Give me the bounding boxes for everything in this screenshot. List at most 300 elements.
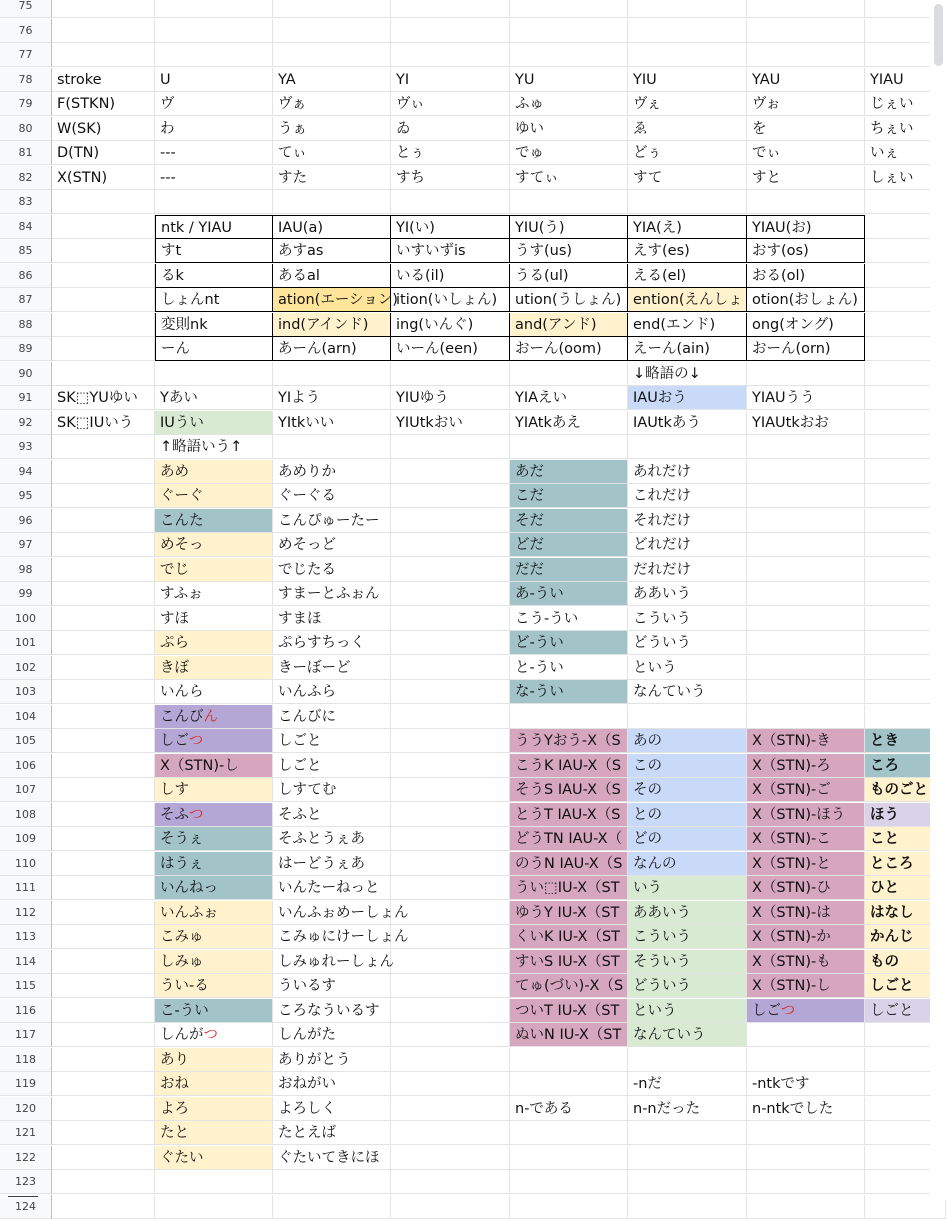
vertical-scrollbar[interactable] — [930, 0, 946, 1200]
sheet-cell[interactable] — [155, 974, 273, 998]
sheet-cell[interactable] — [391, 852, 510, 876]
sheet-cell[interactable] — [628, 411, 747, 435]
sheet-cell[interactable] — [391, 68, 510, 92]
sheet-cell[interactable] — [52, 729, 155, 753]
row-header[interactable]: 80 — [0, 117, 52, 141]
sheet-cell[interactable] — [273, 950, 394, 974]
sheet-cell[interactable] — [747, 729, 865, 753]
sheet-cell[interactable] — [52, 43, 155, 67]
sheet-cell[interactable] — [273, 166, 391, 190]
sheet-cell[interactable] — [510, 141, 628, 165]
sheet-cell[interactable] — [52, 827, 155, 851]
sheet-cell[interactable] — [273, 754, 391, 778]
row-header[interactable]: 77 — [0, 43, 52, 67]
sheet-cell[interactable] — [155, 386, 273, 410]
sheet-cell[interactable] — [510, 852, 628, 876]
sheet-cell[interactable] — [155, 901, 273, 925]
sheet-cell[interactable] — [391, 460, 510, 484]
sheet-cell[interactable] — [391, 607, 510, 631]
sheet-cell[interactable] — [273, 582, 391, 606]
row-header[interactable]: 105 — [0, 729, 52, 753]
sheet-cell[interactable] — [391, 803, 510, 827]
sheet-cell[interactable] — [747, 190, 865, 214]
sheet-cell[interactable] — [747, 827, 865, 851]
sheet-cell[interactable] — [52, 1195, 155, 1219]
row-header[interactable]: 90 — [0, 362, 52, 386]
sheet-cell[interactable] — [155, 19, 273, 43]
sheet-cell[interactable] — [628, 582, 747, 606]
sheet-cell[interactable] — [628, 239, 747, 263]
sheet-cell[interactable] — [273, 1170, 391, 1194]
sheet-cell[interactable] — [628, 435, 747, 459]
sheet-cell[interactable] — [510, 680, 628, 704]
sheet-cell[interactable] — [52, 558, 155, 582]
sheet-cell[interactable] — [510, 190, 628, 214]
sheet-cell[interactable] — [747, 239, 865, 263]
sheet-cell[interactable] — [747, 803, 865, 827]
sheet-cell[interactable] — [510, 558, 628, 582]
row-header[interactable]: 110 — [0, 852, 52, 876]
row-header[interactable]: 76 — [0, 19, 52, 43]
sheet-cell[interactable] — [273, 509, 391, 533]
sheet-cell[interactable] — [391, 117, 510, 141]
sheet-cell[interactable] — [747, 313, 865, 337]
sheet-cell[interactable] — [510, 582, 628, 606]
row-header[interactable]: 86 — [0, 264, 52, 288]
sheet-cell[interactable] — [391, 558, 510, 582]
sheet-cell[interactable] — [273, 999, 391, 1023]
sheet-cell[interactable] — [628, 68, 747, 92]
sheet-cell[interactable] — [52, 362, 155, 386]
sheet-cell[interactable] — [391, 92, 510, 116]
sheet-cell[interactable] — [52, 656, 155, 680]
sheet-cell[interactable] — [155, 92, 273, 116]
sheet-cell[interactable] — [273, 680, 391, 704]
sheet-cell[interactable] — [628, 876, 747, 900]
sheet-cell[interactable] — [52, 1072, 155, 1096]
row-header[interactable]: 95 — [0, 484, 52, 508]
sheet-cell[interactable] — [273, 974, 391, 998]
row-header[interactable]: 82 — [0, 166, 52, 190]
sheet-cell[interactable] — [510, 901, 628, 925]
sheet-cell[interactable] — [155, 607, 273, 631]
sheet-cell[interactable] — [155, 827, 273, 851]
row-header[interactable]: 111 — [0, 876, 52, 900]
sheet-cell[interactable] — [52, 337, 155, 361]
sheet-cell[interactable] — [510, 117, 628, 141]
sheet-cell[interactable] — [510, 411, 628, 435]
sheet-cell[interactable] — [52, 435, 155, 459]
sheet-cell[interactable] — [273, 1121, 391, 1145]
sheet-cell[interactable] — [510, 999, 628, 1023]
row-header[interactable]: 85 — [0, 239, 52, 263]
row-header[interactable]: 112 — [0, 901, 52, 925]
sheet-cell[interactable] — [510, 729, 628, 753]
row-header[interactable]: 124 — [0, 1195, 52, 1219]
sheet-cell[interactable] — [273, 803, 391, 827]
sheet-cell[interactable] — [273, 533, 391, 557]
sheet-cell[interactable] — [747, 974, 865, 998]
sheet-cell[interactable] — [391, 656, 510, 680]
sheet-cell[interactable] — [510, 166, 628, 190]
sheet-cell[interactable] — [52, 239, 155, 263]
sheet-cell[interactable] — [391, 974, 510, 998]
sheet-cell[interactable] — [155, 631, 273, 655]
row-header[interactable]: 89 — [0, 337, 52, 361]
sheet-cell[interactable] — [273, 435, 391, 459]
sheet-cell[interactable] — [747, 117, 865, 141]
sheet-cell[interactable] — [155, 705, 273, 729]
sheet-cell[interactable] — [747, 705, 865, 729]
sheet-cell[interactable] — [391, 484, 510, 508]
sheet-cell[interactable] — [155, 729, 273, 753]
sheet-cell[interactable] — [628, 729, 747, 753]
row-header[interactable]: 117 — [0, 1023, 52, 1047]
sheet-cell[interactable] — [628, 827, 747, 851]
sheet-cell[interactable] — [273, 215, 391, 239]
row-header[interactable]: 119 — [0, 1072, 52, 1096]
sheet-cell[interactable] — [155, 117, 273, 141]
sheet-cell[interactable] — [747, 411, 865, 435]
sheet-cell[interactable] — [391, 1170, 510, 1194]
sheet-cell[interactable] — [510, 533, 628, 557]
sheet-cell[interactable] — [510, 43, 628, 67]
sheet-cell[interactable] — [391, 1048, 510, 1072]
sheet-cell[interactable] — [273, 386, 391, 410]
sheet-cell[interactable] — [510, 1023, 628, 1047]
sheet-cell[interactable] — [155, 141, 273, 165]
sheet-cell[interactable] — [52, 1121, 155, 1145]
sheet-cell[interactable] — [52, 1023, 155, 1047]
sheet-cell[interactable] — [510, 1170, 628, 1194]
row-header[interactable]: 91 — [0, 386, 52, 410]
row-header[interactable]: 75 — [0, 0, 52, 18]
sheet-cell[interactable] — [155, 166, 273, 190]
row-header[interactable]: 81 — [0, 141, 52, 165]
sheet-cell[interactable] — [52, 950, 155, 974]
row-header[interactable]: 106 — [0, 754, 52, 778]
sheet-cell[interactable] — [273, 1146, 391, 1170]
sheet-cell[interactable] — [52, 141, 155, 165]
sheet-cell[interactable] — [52, 386, 155, 410]
sheet-cell[interactable] — [628, 288, 747, 312]
sheet-cell[interactable] — [510, 460, 628, 484]
sheet-cell[interactable] — [628, 974, 747, 998]
sheet-cell[interactable] — [52, 288, 155, 312]
sheet-cell[interactable] — [273, 68, 391, 92]
sheet-cell[interactable] — [747, 1170, 865, 1194]
row-header[interactable]: 88 — [0, 313, 52, 337]
sheet-cell[interactable] — [52, 215, 155, 239]
sheet-cell[interactable] — [52, 925, 155, 949]
sheet-cell[interactable] — [628, 362, 747, 386]
sheet-cell[interactable] — [628, 803, 747, 827]
sheet-cell[interactable] — [510, 68, 628, 92]
sheet-cell[interactable] — [391, 925, 510, 949]
sheet-cell[interactable] — [510, 313, 628, 337]
sheet-cell[interactable] — [510, 950, 628, 974]
sheet-cell[interactable] — [391, 533, 510, 557]
sheet-cell[interactable] — [747, 656, 865, 680]
sheet-cell[interactable] — [747, 386, 865, 410]
sheet-cell[interactable] — [391, 239, 510, 263]
sheet-cell[interactable] — [510, 1121, 628, 1145]
sheet-cell[interactable] — [628, 1072, 747, 1096]
sheet-cell[interactable] — [747, 1097, 865, 1121]
sheet-cell[interactable] — [747, 509, 865, 533]
row-header[interactable]: 115 — [0, 974, 52, 998]
sheet-cell[interactable] — [747, 631, 865, 655]
sheet-cell[interactable] — [155, 656, 273, 680]
sheet-cell[interactable] — [391, 166, 510, 190]
sheet-cell[interactable] — [273, 239, 391, 263]
sheet-cell[interactable] — [391, 827, 510, 851]
sheet-cell[interactable] — [52, 1146, 155, 1170]
sheet-cell[interactable] — [510, 876, 628, 900]
sheet-cell[interactable] — [52, 631, 155, 655]
sheet-cell[interactable] — [52, 1170, 155, 1194]
sheet-cell[interactable] — [273, 656, 391, 680]
sheet-cell[interactable] — [52, 484, 155, 508]
sheet-cell[interactable] — [628, 337, 747, 361]
sheet-cell[interactable] — [273, 827, 391, 851]
row-header[interactable]: 103 — [0, 680, 52, 704]
sheet-cell[interactable] — [273, 876, 391, 900]
sheet-cell[interactable] — [628, 484, 747, 508]
sheet-cell[interactable] — [155, 264, 273, 288]
sheet-cell[interactable] — [155, 925, 273, 949]
sheet-cell[interactable] — [628, 999, 747, 1023]
sheet-cell[interactable] — [628, 1146, 747, 1170]
sheet-cell[interactable] — [628, 0, 747, 18]
sheet-cell[interactable] — [747, 43, 865, 67]
sheet-cell[interactable] — [155, 509, 273, 533]
sheet-cell[interactable] — [510, 288, 628, 312]
sheet-cell[interactable] — [155, 803, 273, 827]
row-header[interactable]: 114 — [0, 950, 52, 974]
sheet-cell[interactable] — [273, 1048, 391, 1072]
sheet-cell[interactable] — [155, 1072, 273, 1096]
row-header[interactable]: 101 — [0, 631, 52, 655]
sheet-cell[interactable] — [391, 1097, 510, 1121]
sheet-cell[interactable] — [391, 0, 510, 18]
sheet-cell[interactable] — [52, 680, 155, 704]
sheet-cell[interactable] — [510, 631, 628, 655]
sheet-cell[interactable] — [747, 215, 865, 239]
sheet-cell[interactable] — [52, 19, 155, 43]
sheet-cell[interactable] — [391, 411, 510, 435]
sheet-cell[interactable] — [747, 582, 865, 606]
sheet-cell[interactable] — [391, 1195, 510, 1219]
sheet-cell[interactable] — [628, 460, 747, 484]
sheet-cell[interactable] — [628, 43, 747, 67]
sheet-cell[interactable] — [155, 288, 273, 312]
sheet-cell[interactable] — [155, 68, 273, 92]
row-header[interactable]: 118 — [0, 1048, 52, 1072]
sheet-cell[interactable] — [52, 582, 155, 606]
sheet-cell[interactable] — [52, 754, 155, 778]
sheet-cell[interactable] — [155, 239, 273, 263]
sheet-cell[interactable] — [391, 729, 510, 753]
sheet-cell[interactable] — [510, 607, 628, 631]
row-header[interactable]: 109 — [0, 827, 52, 851]
sheet-cell[interactable] — [510, 92, 628, 116]
sheet-cell[interactable] — [391, 435, 510, 459]
row-header[interactable]: 99 — [0, 582, 52, 606]
sheet-cell[interactable] — [510, 337, 628, 361]
row-header[interactable]: 92 — [0, 411, 52, 435]
sheet-cell[interactable] — [273, 925, 409, 949]
sheet-cell[interactable] — [391, 313, 510, 337]
sheet-cell[interactable] — [155, 1146, 273, 1170]
sheet-cell[interactable] — [628, 117, 747, 141]
sheet-cell[interactable] — [155, 1023, 273, 1047]
sheet-cell[interactable] — [273, 1097, 391, 1121]
row-header[interactable]: 113 — [0, 925, 52, 949]
sheet-cell[interactable] — [273, 1072, 391, 1096]
row-header[interactable]: 93 — [0, 435, 52, 459]
sheet-cell[interactable] — [52, 264, 155, 288]
sheet-cell[interactable] — [510, 974, 628, 998]
sheet-cell[interactable] — [628, 1170, 747, 1194]
sheet-cell[interactable] — [155, 1195, 273, 1219]
sheet-cell[interactable] — [747, 1072, 865, 1096]
sheet-cell[interactable] — [155, 1170, 273, 1194]
sheet-cell[interactable] — [273, 1023, 391, 1047]
sheet-cell[interactable] — [510, 435, 628, 459]
sheet-cell[interactable] — [52, 92, 155, 116]
sheet-cell[interactable] — [155, 435, 273, 459]
sheet-cell[interactable] — [747, 680, 865, 704]
sheet-cell[interactable] — [747, 337, 865, 361]
sheet-cell[interactable] — [155, 950, 273, 974]
sheet-cell[interactable] — [747, 925, 865, 949]
sheet-cell[interactable] — [747, 362, 865, 386]
sheet-cell[interactable] — [510, 1146, 628, 1170]
sheet-cell[interactable] — [510, 1072, 628, 1096]
sheet-cell[interactable] — [628, 141, 747, 165]
row-header[interactable]: 104 — [0, 705, 52, 729]
sheet-cell[interactable] — [628, 631, 747, 655]
sheet-cell[interactable] — [155, 460, 273, 484]
sheet-cell[interactable] — [273, 19, 391, 43]
sheet-cell[interactable] — [273, 43, 391, 67]
sheet-cell[interactable] — [155, 362, 273, 386]
sheet-cell[interactable] — [52, 313, 155, 337]
sheet-cell[interactable] — [628, 386, 747, 410]
sheet-cell[interactable] — [391, 778, 510, 802]
sheet-cell[interactable] — [273, 778, 391, 802]
sheet-cell[interactable] — [510, 19, 628, 43]
sheet-cell[interactable] — [747, 484, 865, 508]
sheet-cell[interactable] — [628, 533, 747, 557]
sheet-cell[interactable] — [155, 876, 273, 900]
sheet-cell[interactable] — [273, 288, 398, 312]
sheet-cell[interactable] — [273, 1195, 391, 1219]
sheet-cell[interactable] — [273, 0, 391, 18]
sheet-cell[interactable] — [391, 19, 510, 43]
sheet-cell[interactable] — [52, 190, 155, 214]
sheet-cell[interactable] — [391, 901, 510, 925]
sheet-cell[interactable] — [273, 337, 391, 361]
sheet-cell[interactable] — [391, 386, 510, 410]
sheet-cell[interactable] — [628, 1121, 747, 1145]
sheet-cell[interactable] — [510, 1048, 628, 1072]
scrollbar-thumb[interactable] — [934, 4, 943, 66]
sheet-cell[interactable] — [52, 1048, 155, 1072]
sheet-cell[interactable] — [391, 43, 510, 67]
sheet-cell[interactable] — [747, 1023, 865, 1047]
sheet-cell[interactable] — [628, 901, 747, 925]
sheet-cell[interactable] — [273, 631, 391, 655]
sheet-cell[interactable] — [628, 778, 747, 802]
sheet-cell[interactable] — [273, 411, 391, 435]
sheet-cell[interactable] — [510, 1097, 628, 1121]
sheet-cell[interactable] — [628, 313, 747, 337]
sheet-cell[interactable] — [155, 533, 273, 557]
sheet-cell[interactable] — [273, 558, 391, 582]
sheet-cell[interactable] — [391, 950, 510, 974]
sheet-cell[interactable] — [747, 607, 865, 631]
sheet-cell[interactable] — [391, 362, 510, 386]
sheet-cell[interactable] — [628, 215, 747, 239]
sheet-cell[interactable] — [628, 19, 747, 43]
sheet-cell[interactable] — [391, 680, 510, 704]
sheet-cell[interactable] — [391, 876, 510, 900]
sheet-cell[interactable] — [747, 852, 865, 876]
sheet-cell[interactable] — [52, 852, 155, 876]
row-header[interactable]: 102 — [0, 656, 52, 680]
sheet-cell[interactable] — [391, 190, 510, 214]
sheet-cell[interactable] — [628, 607, 747, 631]
sheet-cell[interactable] — [273, 901, 409, 925]
sheet-cell[interactable] — [628, 754, 747, 778]
row-header[interactable]: 108 — [0, 803, 52, 827]
sheet-cell[interactable] — [510, 656, 628, 680]
sheet-cell[interactable] — [510, 705, 628, 729]
sheet-cell[interactable] — [628, 852, 747, 876]
sheet-cell[interactable] — [273, 484, 391, 508]
sheet-cell[interactable] — [391, 264, 510, 288]
sheet-cell[interactable] — [747, 264, 865, 288]
sheet-cell[interactable] — [52, 974, 155, 998]
sheet-cell[interactable] — [52, 411, 155, 435]
sheet-cell[interactable] — [628, 705, 747, 729]
sheet-cell[interactable] — [747, 1146, 865, 1170]
sheet-cell[interactable] — [628, 1023, 747, 1047]
sheet-cell[interactable] — [273, 460, 391, 484]
row-header[interactable]: 122 — [0, 1146, 52, 1170]
row-header[interactable]: 84 — [0, 215, 52, 239]
sheet-cell[interactable] — [747, 19, 865, 43]
row-header[interactable]: 98 — [0, 558, 52, 582]
sheet-cell[interactable] — [391, 215, 510, 239]
row-header[interactable]: 94 — [0, 460, 52, 484]
sheet-cell[interactable] — [52, 1097, 155, 1121]
sheet-cell[interactable] — [628, 1195, 747, 1219]
sheet-cell[interactable] — [273, 92, 391, 116]
sheet-cell[interactable] — [747, 778, 865, 802]
row-header[interactable]: 87 — [0, 288, 52, 312]
sheet-cell[interactable] — [391, 631, 510, 655]
sheet-cell[interactable] — [510, 484, 628, 508]
sheet-cell[interactable] — [273, 852, 391, 876]
sheet-cell[interactable] — [273, 362, 391, 386]
sheet-cell[interactable] — [391, 1146, 510, 1170]
sheet-cell[interactable] — [747, 460, 865, 484]
sheet-cell[interactable] — [747, 288, 865, 312]
sheet-cell[interactable] — [628, 92, 747, 116]
